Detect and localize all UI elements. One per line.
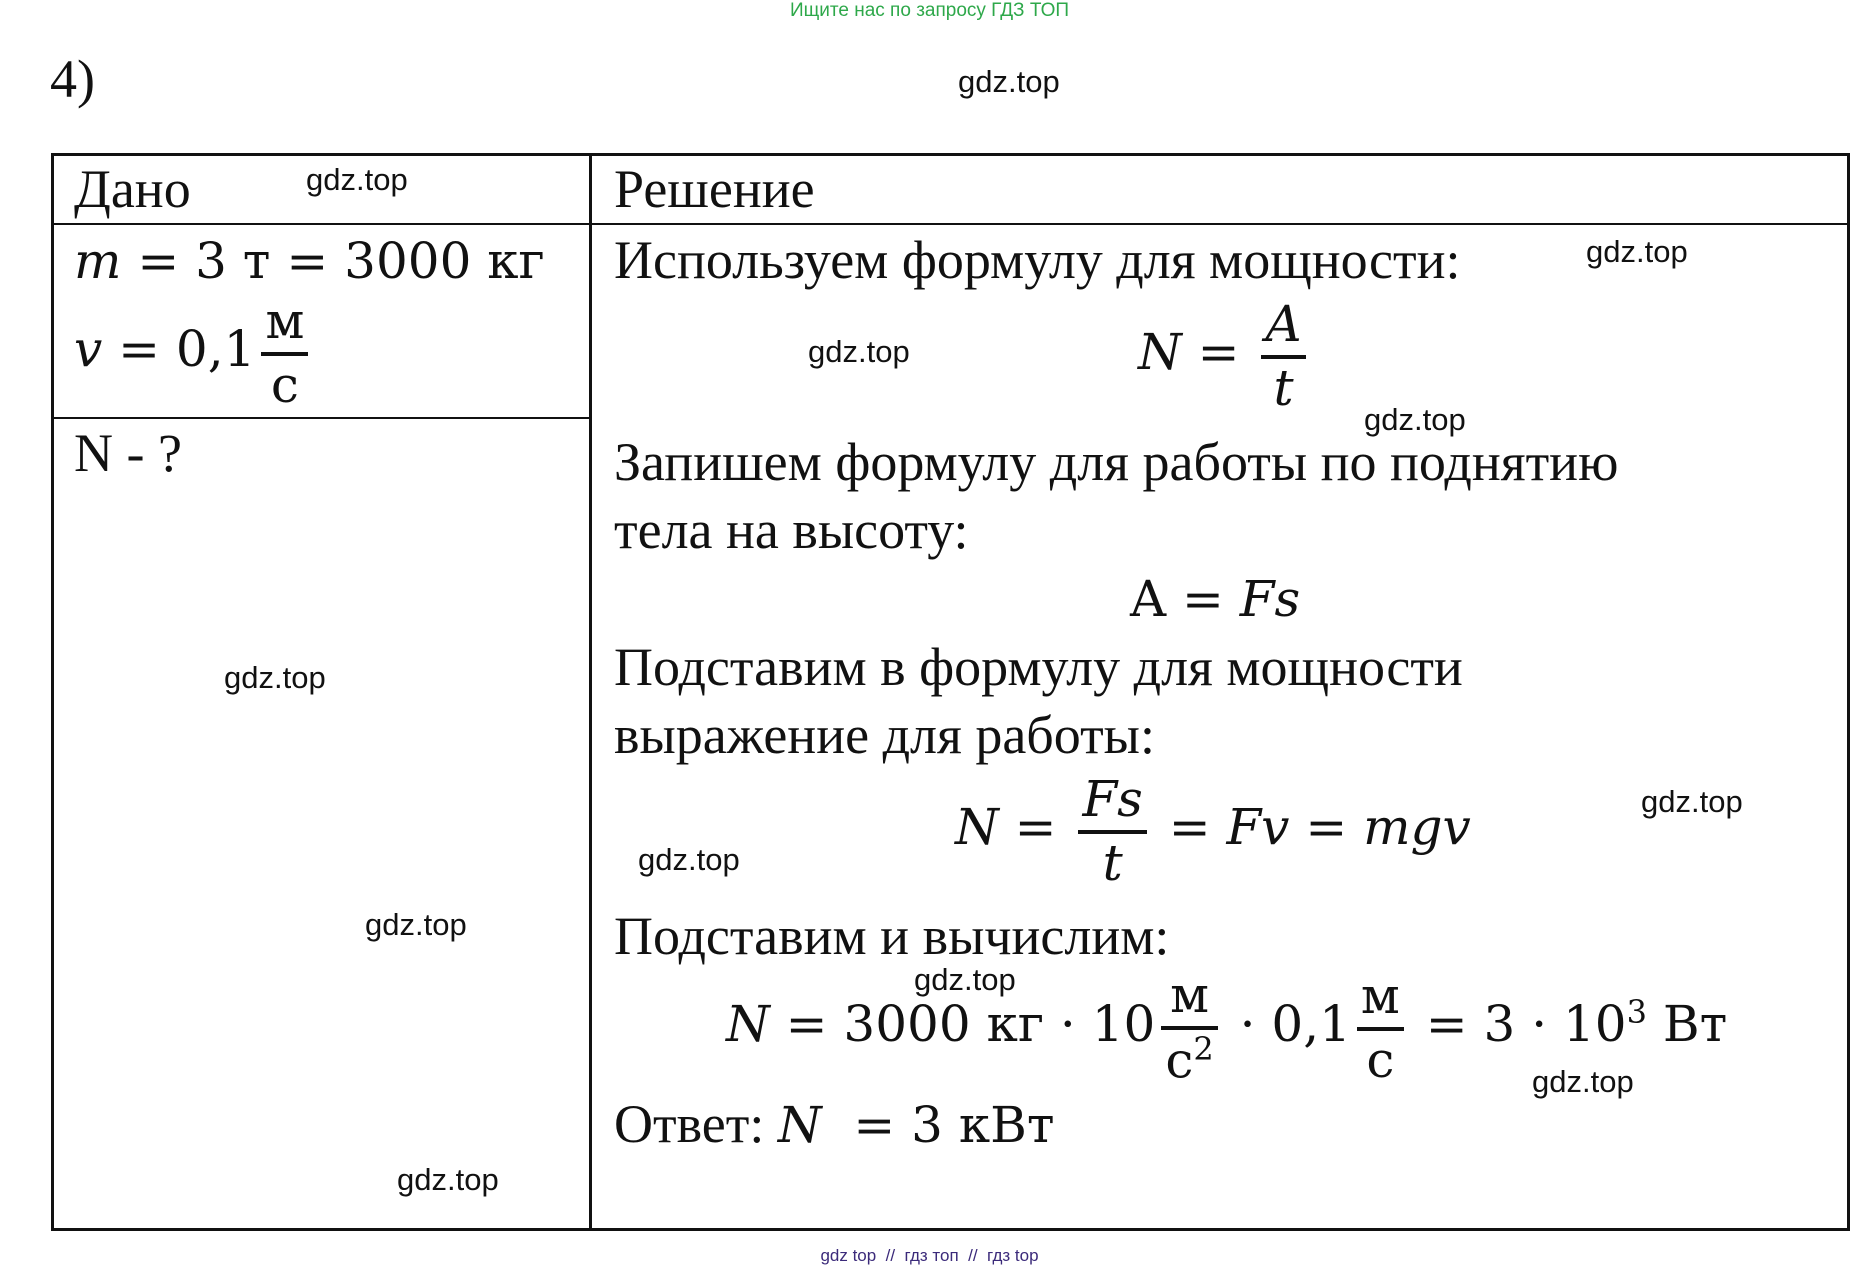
watermark: gdz.top	[306, 162, 408, 197]
watermark: gdz.top	[1532, 1064, 1634, 1099]
watermark: gdz.top	[397, 1162, 499, 1197]
watermark: gdz.top	[958, 64, 1060, 99]
formula-middle: Fv	[1226, 798, 1290, 856]
formula-equals: =	[1166, 570, 1240, 628]
watermark: gdz.top	[808, 334, 910, 369]
given-divider	[51, 417, 591, 419]
solution-line-1: Используем формулу для мощности:	[614, 230, 1461, 290]
fraction-denominator: с	[270, 356, 299, 414]
given-header: Дано	[74, 159, 191, 219]
formula-fraction	[1078, 770, 1146, 892]
column-divider	[589, 153, 592, 1231]
solution-line-4: Подставим и вычислим:	[614, 906, 1170, 966]
calc-part-3: = 3 · 10	[1409, 994, 1627, 1053]
fraction-denominator: t	[1102, 834, 1123, 892]
watermark: gdz.top	[365, 907, 467, 942]
formula-equals: =	[1152, 798, 1227, 856]
given-velocity	[74, 292, 314, 414]
solution-line-2b: тела на высоту:	[614, 500, 969, 560]
answer-line	[614, 1093, 1055, 1155]
substitution-formula	[955, 770, 1471, 892]
acceleration-unit-fraction	[1161, 966, 1217, 1090]
fraction-numerator: Fs	[1082, 770, 1143, 828]
velocity-value: = 0,1	[102, 320, 256, 378]
answer-value: = 3 кВт	[821, 1096, 1055, 1154]
solution-line-3b: выражение для работы:	[614, 705, 1155, 765]
top-banner: Ищите нас по запросу ГДЗ ТОП	[789, 0, 1070, 21]
footer-links: gdz top // гдз топ // гдз top	[820, 1246, 1039, 1265]
denominator-exponent: 2	[1193, 1030, 1214, 1068]
calc-part-2: · 0,1	[1223, 994, 1351, 1053]
work-formula	[1130, 570, 1300, 628]
formula-lhs: N	[1138, 323, 1182, 381]
power-exponent: 3	[1626, 993, 1647, 1032]
solution-header: Решение	[614, 159, 815, 219]
find-quantity: N - ?	[74, 423, 182, 483]
formula-rhs: mgv	[1363, 798, 1471, 856]
watermark: gdz.top	[638, 842, 740, 877]
fraction-numerator: м	[1170, 966, 1209, 1024]
formula-equals: =	[998, 798, 1073, 856]
mass-variable: m	[74, 232, 122, 290]
calc-part-1: = 3000 кг · 10	[769, 994, 1156, 1053]
formula-fraction	[1261, 295, 1305, 417]
power-formula	[1138, 295, 1312, 417]
watermark: gdz.top	[1641, 784, 1743, 819]
given-mass	[74, 232, 545, 290]
formula-lhs: N	[726, 994, 770, 1053]
watermark: gdz.top	[1586, 234, 1688, 269]
mass-value: = 3 т = 3000 кг	[121, 232, 545, 290]
denominator-base: с	[1165, 1031, 1194, 1090]
answer-variable: N	[777, 1096, 822, 1154]
formula-rhs: Fs	[1239, 570, 1301, 628]
fraction-numerator: A	[1265, 295, 1302, 353]
velocity-variable: v	[74, 320, 103, 378]
answer-label: Ответ:	[614, 1094, 778, 1154]
fraction-denominator: t	[1273, 359, 1294, 417]
formula-lhs: A	[1130, 570, 1167, 628]
header-divider	[51, 223, 1850, 225]
formula-lhs: N	[955, 798, 999, 856]
solution-line-2a: Запишем формулу для работы по поднятию	[614, 432, 1619, 492]
watermark: gdz.top	[224, 660, 326, 695]
fraction-numerator: м	[265, 292, 305, 350]
calc-part-4: Вт	[1646, 994, 1728, 1053]
watermark: gdz.top	[1364, 402, 1466, 437]
solution-line-3a: Подставим в формулу для мощности	[614, 637, 1463, 697]
formula-equals: =	[1181, 323, 1256, 381]
fraction-denominator	[1161, 1030, 1217, 1090]
velocity-unit-fraction	[1357, 967, 1404, 1089]
fraction-numerator: м	[1360, 966, 1400, 1025]
problem-number: 4)	[50, 49, 95, 109]
formula-equals: =	[1289, 798, 1364, 856]
watermark: gdz.top	[914, 962, 1016, 997]
fraction-denominator: с	[1366, 1030, 1395, 1089]
velocity-unit-fraction	[261, 292, 308, 414]
